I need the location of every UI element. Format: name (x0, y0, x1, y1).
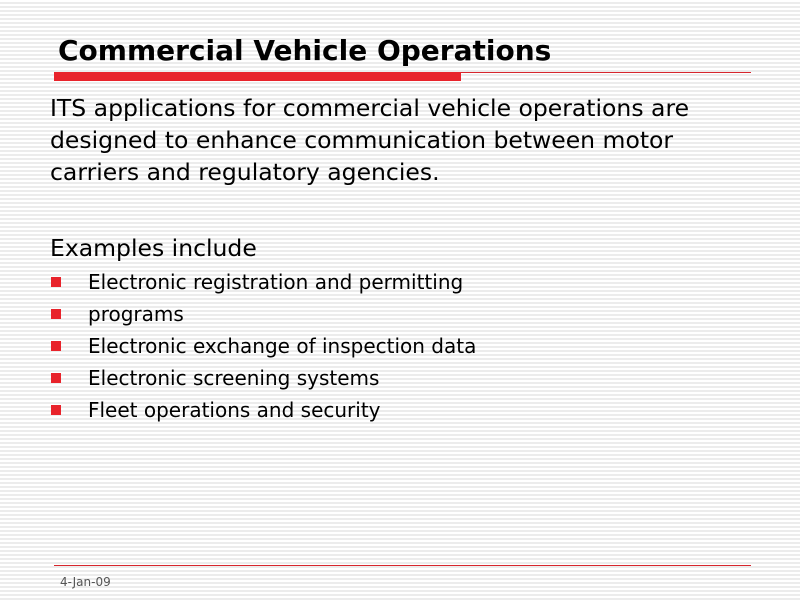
title-underline-accent (54, 72, 461, 81)
footer-rule (54, 565, 751, 566)
footer-date: 4-Jan-09 (60, 575, 111, 589)
square-bullet-icon (51, 373, 61, 383)
list-item (50, 362, 476, 394)
square-bullet-icon (51, 309, 61, 319)
square-bullet-icon (51, 277, 61, 287)
list-item-text: Electronic exchange of inspection data (88, 334, 477, 358)
list-item (50, 266, 476, 298)
list-item (50, 330, 476, 362)
examples-heading: Examples include (50, 234, 257, 262)
list-item (50, 298, 476, 330)
list-item (50, 394, 476, 426)
slide-title: Commercial Vehicle Operations (58, 34, 552, 67)
list-item-text: Electronic registration and permitting (88, 270, 464, 294)
square-bullet-icon (51, 341, 61, 351)
list-item-text: Electronic screening systems (88, 366, 380, 390)
list-item-text: programs (88, 302, 184, 326)
examples-list (50, 266, 476, 426)
list-item-text: Fleet operations and security (88, 398, 381, 422)
intro-paragraph: ITS applications for commercial vehicle operations are designed to enhance communication between motor carriers and regulatory agencies. (50, 94, 690, 186)
square-bullet-icon (51, 405, 61, 415)
